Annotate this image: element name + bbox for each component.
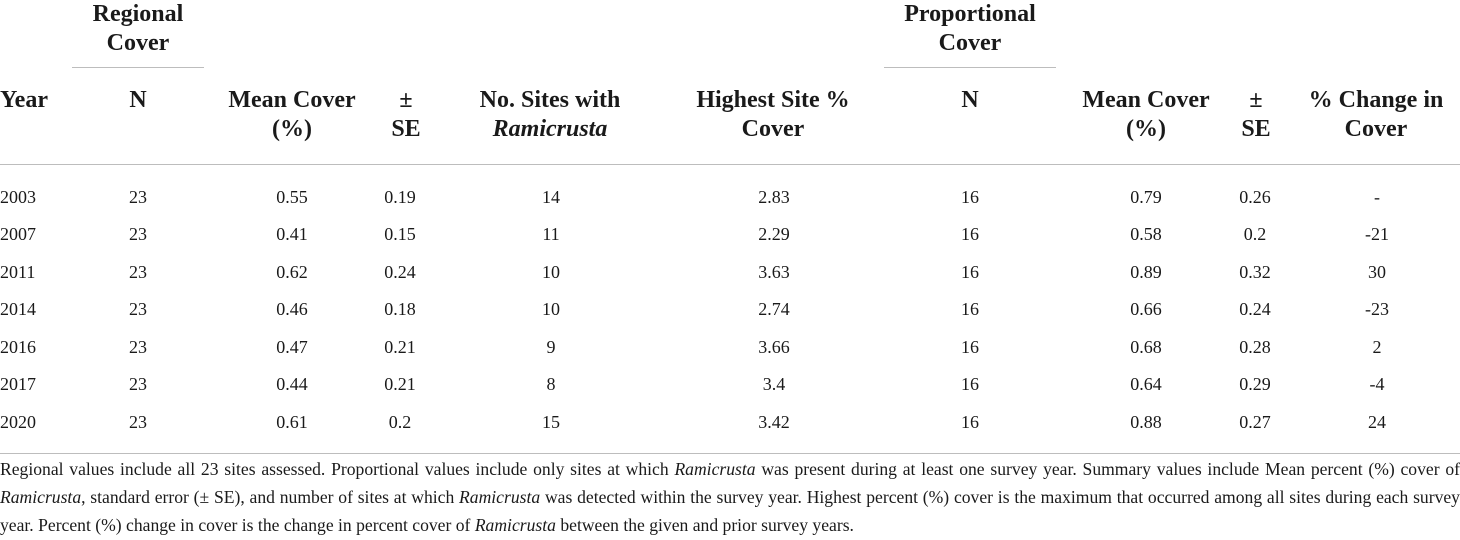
col-header-mean-regional: Mean Cover (%) bbox=[228, 87, 356, 142]
group-rule-proportional bbox=[884, 67, 1056, 68]
cell-n-regional: 23 bbox=[129, 187, 147, 207]
group-header-regional-line1: Regional bbox=[92, 1, 184, 27]
cell-sites: 9 bbox=[546, 337, 556, 357]
cell-se-regional: 0.18 bbox=[384, 299, 416, 319]
col-header-highest: Highest Site % Cover bbox=[696, 87, 850, 142]
cell-n-regional: 23 bbox=[129, 262, 147, 282]
cell-year: 2014 bbox=[0, 299, 36, 319]
col-header-se-regional: ± SE bbox=[391, 87, 421, 142]
group-header-proportional-line1: Proportional bbox=[904, 1, 1036, 27]
cell-change: 24 bbox=[1368, 412, 1386, 432]
cell-sites: 15 bbox=[542, 412, 560, 432]
cell-n-regional: 23 bbox=[129, 299, 147, 319]
cell-n-proportional: 16 bbox=[961, 374, 979, 394]
cell-highest: 2.83 bbox=[758, 187, 790, 207]
col-header-year: Year bbox=[0, 87, 48, 113]
table-footnote bbox=[0, 455, 1460, 539]
cell-year: 2003 bbox=[0, 187, 36, 207]
cell-n-proportional: 16 bbox=[961, 337, 979, 357]
cell-year: 2007 bbox=[0, 224, 36, 244]
cell-highest: 3.63 bbox=[758, 262, 790, 282]
cell-se-regional: 0.21 bbox=[384, 337, 416, 357]
group-header-proportional-line2: Cover bbox=[938, 30, 1002, 56]
cell-mean-regional: 0.55 bbox=[276, 187, 308, 207]
cell-n-regional: 23 bbox=[129, 337, 147, 357]
cell-se-proportional: 0.28 bbox=[1239, 337, 1271, 357]
cell-highest: 3.42 bbox=[758, 412, 790, 432]
col-header-sites: No. Sites with Ramicrusta bbox=[479, 87, 621, 142]
cell-change: 2 bbox=[1372, 337, 1382, 357]
cell-change: 30 bbox=[1368, 262, 1386, 282]
cell-n-proportional: 16 bbox=[961, 224, 979, 244]
cell-mean-proportional: 0.64 bbox=[1130, 374, 1162, 394]
cell-n-proportional: 16 bbox=[961, 187, 979, 207]
cell-se-regional: 0.2 bbox=[388, 412, 412, 432]
cell-se-proportional: 0.26 bbox=[1239, 187, 1271, 207]
cell-n-regional: 23 bbox=[129, 412, 147, 432]
group-header-regional bbox=[72, 0, 204, 58]
cell-year: 2020 bbox=[0, 412, 36, 432]
cell-n-regional: 23 bbox=[129, 224, 147, 244]
cell-mean-regional: 0.62 bbox=[276, 262, 308, 282]
cell-year: 2016 bbox=[0, 337, 36, 357]
cell-mean-proportional: 0.58 bbox=[1130, 224, 1162, 244]
cell-se-regional: 0.21 bbox=[384, 374, 416, 394]
col-header-n-regional: N bbox=[129, 87, 147, 113]
col-header-mean-proportional: Mean Cover (%) bbox=[1082, 87, 1210, 142]
cell-mean-proportional: 0.79 bbox=[1130, 187, 1162, 207]
footnote-text: Regional values include all 23 sites assessed. Proportional values include only sites at which Ramicrusta was present during at least one survey year. Summary values include Mean percent (%) cover of Ramicrusta, standard error (± SE), and number of sites at which Ramicrusta was detected within the survey year. Highest percent (%) cover is the maximum that occurred among all sites during each survey year. Percent (%) change in cover is the change in percent cover of Ramicrusta between the given and prior survey years. bbox=[0, 459, 1460, 535]
cell-se-regional: 0.19 bbox=[384, 187, 416, 207]
group-rule-regional bbox=[72, 67, 204, 68]
species-name: Ramicrusta bbox=[492, 116, 608, 142]
cell-change: - bbox=[1374, 187, 1380, 207]
cell-sites: 8 bbox=[546, 374, 556, 394]
cell-mean-proportional: 0.89 bbox=[1130, 262, 1162, 282]
cell-n-proportional: 16 bbox=[961, 299, 979, 319]
cell-se-proportional: 0.2 bbox=[1243, 224, 1267, 244]
cell-change: -23 bbox=[1365, 299, 1389, 319]
cell-se-proportional: 0.29 bbox=[1239, 374, 1271, 394]
cell-mean-regional: 0.61 bbox=[276, 412, 308, 432]
group-header-regional-line2: Cover bbox=[106, 30, 170, 56]
group-header-proportional bbox=[884, 0, 1056, 58]
cell-n-regional: 23 bbox=[129, 374, 147, 394]
cell-highest: 2.29 bbox=[758, 224, 790, 244]
col-header-n-proportional: N bbox=[961, 87, 979, 113]
cell-sites: 14 bbox=[542, 187, 560, 207]
header-bottom-rule bbox=[0, 164, 1460, 165]
cell-sites: 11 bbox=[542, 224, 560, 244]
cell-mean-regional: 0.41 bbox=[276, 224, 308, 244]
cell-sites: 10 bbox=[542, 262, 560, 282]
cell-se-proportional: 0.27 bbox=[1239, 412, 1271, 432]
col-header-change: % Change in Cover bbox=[1308, 87, 1444, 142]
table-bottom-rule bbox=[0, 453, 1460, 454]
cell-se-regional: 0.24 bbox=[384, 262, 416, 282]
cell-se-regional: 0.15 bbox=[384, 224, 416, 244]
cell-year: 2011 bbox=[0, 262, 36, 282]
cell-highest: 3.4 bbox=[762, 374, 786, 394]
cell-n-proportional: 16 bbox=[961, 262, 979, 282]
cell-mean-regional: 0.44 bbox=[276, 374, 308, 394]
cell-mean-proportional: 0.66 bbox=[1130, 299, 1162, 319]
cell-mean-proportional: 0.88 bbox=[1130, 412, 1162, 432]
cell-se-proportional: 0.32 bbox=[1239, 262, 1271, 282]
cell-highest: 2.74 bbox=[758, 299, 790, 319]
cell-change: -21 bbox=[1365, 224, 1389, 244]
cell-mean-regional: 0.47 bbox=[276, 337, 308, 357]
cell-se-proportional: 0.24 bbox=[1239, 299, 1271, 319]
cell-change: -4 bbox=[1369, 374, 1385, 394]
cell-mean-proportional: 0.68 bbox=[1130, 337, 1162, 357]
cell-year: 2017 bbox=[0, 374, 36, 394]
col-header-se-proportional: ± SE bbox=[1241, 87, 1271, 142]
cell-n-proportional: 16 bbox=[961, 412, 979, 432]
cell-sites: 10 bbox=[542, 299, 560, 319]
cell-mean-regional: 0.46 bbox=[276, 299, 308, 319]
cell-highest: 3.66 bbox=[758, 337, 790, 357]
